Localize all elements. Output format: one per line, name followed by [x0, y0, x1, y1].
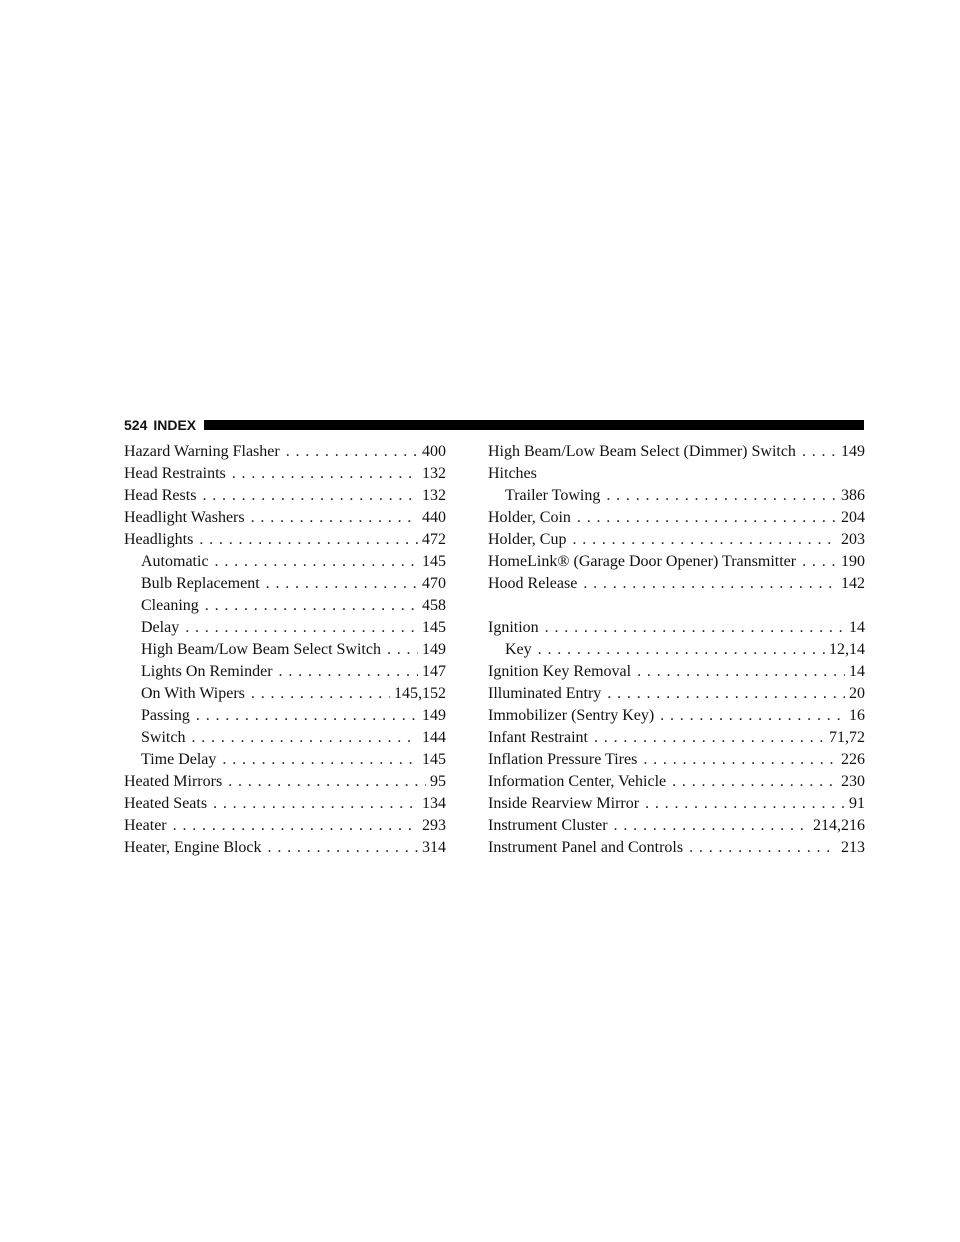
section-title: INDEX: [153, 417, 197, 433]
index-entry-page: 190: [841, 553, 865, 570]
index-entry-page: 458: [422, 597, 446, 614]
index-entry-page: 149: [841, 443, 865, 460]
dot-leader: [637, 661, 845, 683]
dot-leader: [545, 617, 845, 639]
index-entry-page: 214,216: [813, 817, 865, 834]
index-entry-page: 293: [422, 817, 446, 834]
dot-leader: [572, 529, 837, 551]
dot-leader: [222, 749, 418, 771]
dot-leader: [286, 441, 418, 463]
dot-leader: [802, 441, 837, 463]
page-header: [124, 416, 864, 434]
dot-leader: [191, 727, 418, 749]
index-entry-page: 132: [422, 465, 446, 482]
index-entry: [488, 727, 865, 749]
index-entry-page: 145: [422, 619, 446, 636]
index-entry: [124, 749, 446, 771]
dot-leader: [387, 639, 418, 661]
dot-leader: [215, 551, 418, 573]
index-entry-page: 149: [422, 641, 446, 658]
index-entry: [124, 727, 446, 749]
index-entry-label: High Beam/Low Beam Select (Dimmer) Switch: [488, 443, 796, 460]
index-entry: [124, 815, 446, 837]
index-entry: [124, 661, 446, 683]
index-entry-label: Immobilizer (Sentry Key): [488, 707, 655, 724]
index-entry: [124, 837, 446, 859]
index-entry-page: 134: [422, 795, 446, 812]
index-entry: [124, 573, 446, 595]
dot-leader: [266, 573, 418, 595]
dot-leader: [672, 771, 837, 793]
dot-leader: [185, 617, 418, 639]
index-entry-label: Heater: [124, 817, 167, 834]
index-column-left: [124, 441, 446, 859]
index-entry-label: On With Wipers: [141, 685, 245, 702]
index-entry-label: Illuminated Entry: [488, 685, 602, 702]
index-entry-page: 145,152: [394, 685, 446, 702]
index-entry-page: 472: [422, 531, 446, 548]
index-entry-label: Switch: [141, 729, 186, 746]
index-entry-page: 314: [422, 839, 446, 856]
index-entry: [124, 551, 446, 573]
dot-leader: [583, 573, 837, 595]
index-entry-page: 230: [841, 773, 865, 790]
index-entry-label: Head Rests: [124, 487, 197, 504]
index-entry-page: 14: [849, 663, 865, 680]
index-entry-label: Holder, Cup: [488, 531, 567, 548]
index-entry-label: Bulb Replacement: [141, 575, 260, 592]
index-entry-label: Delay: [141, 619, 180, 636]
dot-leader: [251, 507, 418, 529]
index-entry: [124, 705, 446, 727]
index-entry: [124, 793, 446, 815]
dot-leader: [202, 485, 418, 507]
index-entry-label: Heated Seats: [124, 795, 208, 812]
index-entry-page: 204: [841, 509, 865, 526]
dot-leader: [614, 815, 809, 837]
index-entry-label: Headlight Washers: [124, 509, 245, 526]
index-column-right: [488, 441, 865, 859]
index-entry-page: 142: [841, 575, 865, 592]
index-entry-page: 386: [841, 487, 865, 504]
index-entry-page: 132: [422, 487, 446, 504]
index-entry: [124, 529, 446, 551]
index-entry: [124, 485, 446, 507]
dot-leader: [232, 463, 418, 485]
dot-leader: [213, 793, 418, 815]
index-entry: [488, 529, 865, 551]
index-entry: [488, 551, 865, 573]
index-entry: [124, 617, 446, 639]
index-entry-label: Heated Mirrors: [124, 773, 223, 790]
index-entry-page: 144: [422, 729, 446, 746]
dot-leader: [196, 705, 418, 727]
index-entry: [488, 441, 865, 463]
index-entry-page: 400: [422, 443, 446, 460]
index-entry: [488, 661, 865, 683]
index-entry-label: Lights On Reminder: [141, 663, 273, 680]
index-entry: [488, 771, 865, 793]
dot-leader: [228, 771, 426, 793]
page-number: 524: [124, 417, 148, 433]
index-entry-label: Trailer Towing: [505, 487, 601, 504]
index-entry: [488, 837, 865, 859]
index-entry: [488, 815, 865, 837]
index-entry-page: 95: [430, 773, 446, 790]
index-entry: [488, 705, 865, 727]
index-entry-label: Hazard Warning Flasher: [124, 443, 280, 460]
index-entry: [488, 463, 865, 485]
index-entry-page: 71,72: [829, 729, 865, 746]
index-entry-page: 149: [422, 707, 446, 724]
index-entry: [124, 463, 446, 485]
dot-leader: [802, 551, 837, 573]
index-entry-label: Information Center, Vehicle: [488, 773, 667, 790]
dot-leader: [607, 683, 845, 705]
index-entry-label: Inside Rearview Mirror: [488, 795, 640, 812]
index-entry-label: Heater, Engine Block: [124, 839, 262, 856]
index-entry: [488, 639, 865, 661]
index-entry-label: Head Restraints: [124, 465, 226, 482]
index-entry-label: Headlights: [124, 531, 194, 548]
index-entry: [488, 683, 865, 705]
dot-leader: [268, 837, 418, 859]
index-entry: [488, 507, 865, 529]
index-entry: [124, 441, 446, 463]
index-entry-label: Automatic: [141, 553, 209, 570]
index-entry-label: Ignition Key Removal: [488, 663, 632, 680]
index-entry-page: 12,14: [829, 641, 865, 658]
dot-leader: [606, 485, 837, 507]
dot-leader: [594, 727, 825, 749]
index-entry: [124, 507, 446, 529]
index-entry-page: 145: [422, 553, 446, 570]
index-entry-page: 91: [849, 795, 865, 812]
index-entry: [488, 485, 865, 507]
index-entry-page: 203: [841, 531, 865, 548]
index-entry: [124, 639, 446, 661]
index-entry-label: Time Delay: [141, 751, 217, 768]
index-entry-page: 20: [849, 685, 865, 702]
index-entry-label: Instrument Cluster: [488, 817, 608, 834]
dot-leader: [645, 793, 845, 815]
dot-leader: [173, 815, 418, 837]
index-entry-label: Passing: [141, 707, 190, 724]
dot-leader: [660, 705, 845, 727]
index-entry-label: Key: [505, 641, 532, 658]
index-entry-page: 147: [422, 663, 446, 680]
index-entry-label: Infant Restraint: [488, 729, 588, 746]
index-entry-label: High Beam/Low Beam Select Switch: [141, 641, 381, 658]
dot-leader: [279, 661, 418, 683]
index-entry: [488, 793, 865, 815]
dot-leader: [538, 639, 825, 661]
dot-leader: [577, 507, 837, 529]
dot-leader: [199, 529, 418, 551]
index-entry-page: 440: [422, 509, 446, 526]
index-entry-page: 470: [422, 575, 446, 592]
index-entry-label: Hood Release: [488, 575, 578, 592]
index-entry: [124, 771, 446, 793]
dot-leader: [689, 837, 837, 859]
index-entry-page: 213: [841, 839, 865, 856]
index-entry-label: Inflation Pressure Tires: [488, 751, 638, 768]
index-entry-label: HomeLink: [488, 553, 558, 570]
index-entry: [124, 683, 446, 705]
index-entry-label: Ignition: [488, 619, 539, 636]
index-entry-label: Hitches: [488, 465, 537, 482]
index-entry: [488, 573, 865, 595]
index-entry-label-suffix: ® (Garage Door Opener) Transmitter: [557, 553, 797, 570]
index-entry-page: 145: [422, 751, 446, 768]
index-entry: [124, 595, 446, 617]
dot-leader: [251, 683, 390, 705]
header-rule: [204, 420, 864, 430]
index-entry-page: 16: [849, 707, 865, 724]
index-entry-label: Instrument Panel and Controls: [488, 839, 684, 856]
index-entry-label: Cleaning: [141, 597, 199, 614]
dot-leader: [643, 749, 837, 771]
index-entry-label: Holder, Coin: [488, 509, 571, 526]
index-entry: [488, 617, 865, 639]
dot-leader: [205, 595, 418, 617]
index-entry-page: 14: [849, 619, 865, 636]
index-entry-page: 226: [841, 751, 865, 768]
index-entry: [488, 749, 865, 771]
